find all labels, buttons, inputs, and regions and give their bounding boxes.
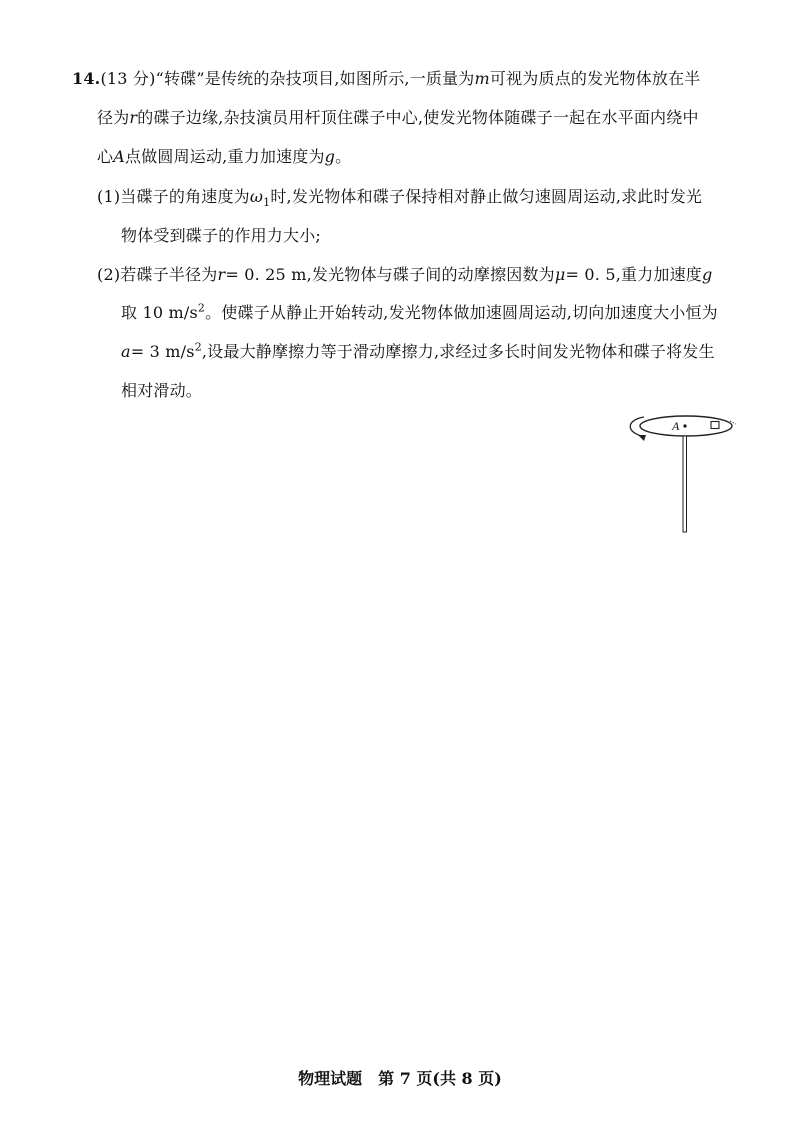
stem-text: 的碟子边缘,杂技演员用杆顶住碟子中心,使发光物体随碟子一起在水平面内绕中: [137, 108, 699, 127]
question-stem-line-3: [97, 146, 351, 168]
part2-text: 取 10 m/s: [121, 303, 198, 322]
superscript: 2: [197, 301, 206, 315]
stem-text: 。: [335, 147, 352, 166]
part2-text: 相对滑动。: [121, 381, 203, 400]
center-label-A: A: [672, 419, 680, 433]
part2-text: = 0. 5,重力加速度: [565, 265, 703, 284]
variable-g: g: [324, 147, 336, 166]
part2-line-3: [121, 341, 715, 363]
part1-line-2: [121, 225, 321, 247]
part1-label: (1): [97, 187, 121, 206]
stem-text: 径为: [97, 108, 130, 127]
spinning-plate-diagram: [622, 408, 742, 538]
rotation-arrow-head-icon: [638, 435, 646, 441]
question-stem-line-2: [97, 107, 699, 129]
question-stem-line-1: [72, 68, 701, 90]
part2-label: (2): [97, 265, 121, 284]
variable-A: A: [113, 147, 125, 166]
part2-text: 。使碟子从静止开始转动,发光物体做加速圆周运动,切向加速度大小恒为: [205, 303, 718, 322]
stem-text: 可视为质点的发光物体放在半: [489, 69, 701, 88]
superscript: 2: [194, 340, 202, 354]
support-pole: [683, 436, 687, 532]
stem-text: 心: [97, 147, 114, 166]
variable-a: a: [121, 342, 131, 361]
stem-text: “转碟”是传统的杂技项目,如图所示,一质量为: [155, 69, 475, 88]
variable-r: r: [129, 108, 138, 127]
part1-text: 当碟子的角速度为: [120, 187, 250, 206]
variable-mu: μ: [554, 265, 566, 284]
omega-subscript: 1: [263, 196, 271, 210]
variable-g: g: [702, 265, 713, 284]
part2-line-1: [97, 264, 712, 286]
spinning-plate-figure: [622, 408, 742, 538]
glowing-object-square: [711, 422, 719, 429]
variable-m: m: [474, 69, 490, 88]
part2-text: = 0. 25 m,发光物体与碟子间的动摩擦因数为: [225, 265, 555, 284]
question-points: (13 分): [100, 69, 156, 88]
question-number: 14.: [72, 69, 101, 88]
part1-line-1: [97, 186, 702, 208]
variable-omega: ω: [249, 187, 264, 206]
stem-text: 点做圆周运动,重力加速度为: [124, 147, 325, 166]
center-point-dot: [683, 424, 686, 427]
page-footer: 物理试题 第 7 页(共 8 页): [298, 1069, 502, 1088]
part2-text: ,设最大静摩擦力等于滑动摩擦力,求经过多长时间发光物体和碟子将发生: [201, 342, 715, 361]
part1-text: 时,发光物体和碟子保持相对静止做匀速圆周运动,求此时发光: [270, 187, 703, 206]
part2-line-4: [121, 380, 202, 402]
part1-text: 物体受到碟子的作用力大小;: [121, 226, 321, 245]
part2-text: = 3 m/s: [130, 342, 195, 361]
variable-r: r: [217, 265, 226, 284]
part2-text: 若碟子半径为: [120, 265, 218, 284]
part2-line-2: [121, 302, 718, 324]
